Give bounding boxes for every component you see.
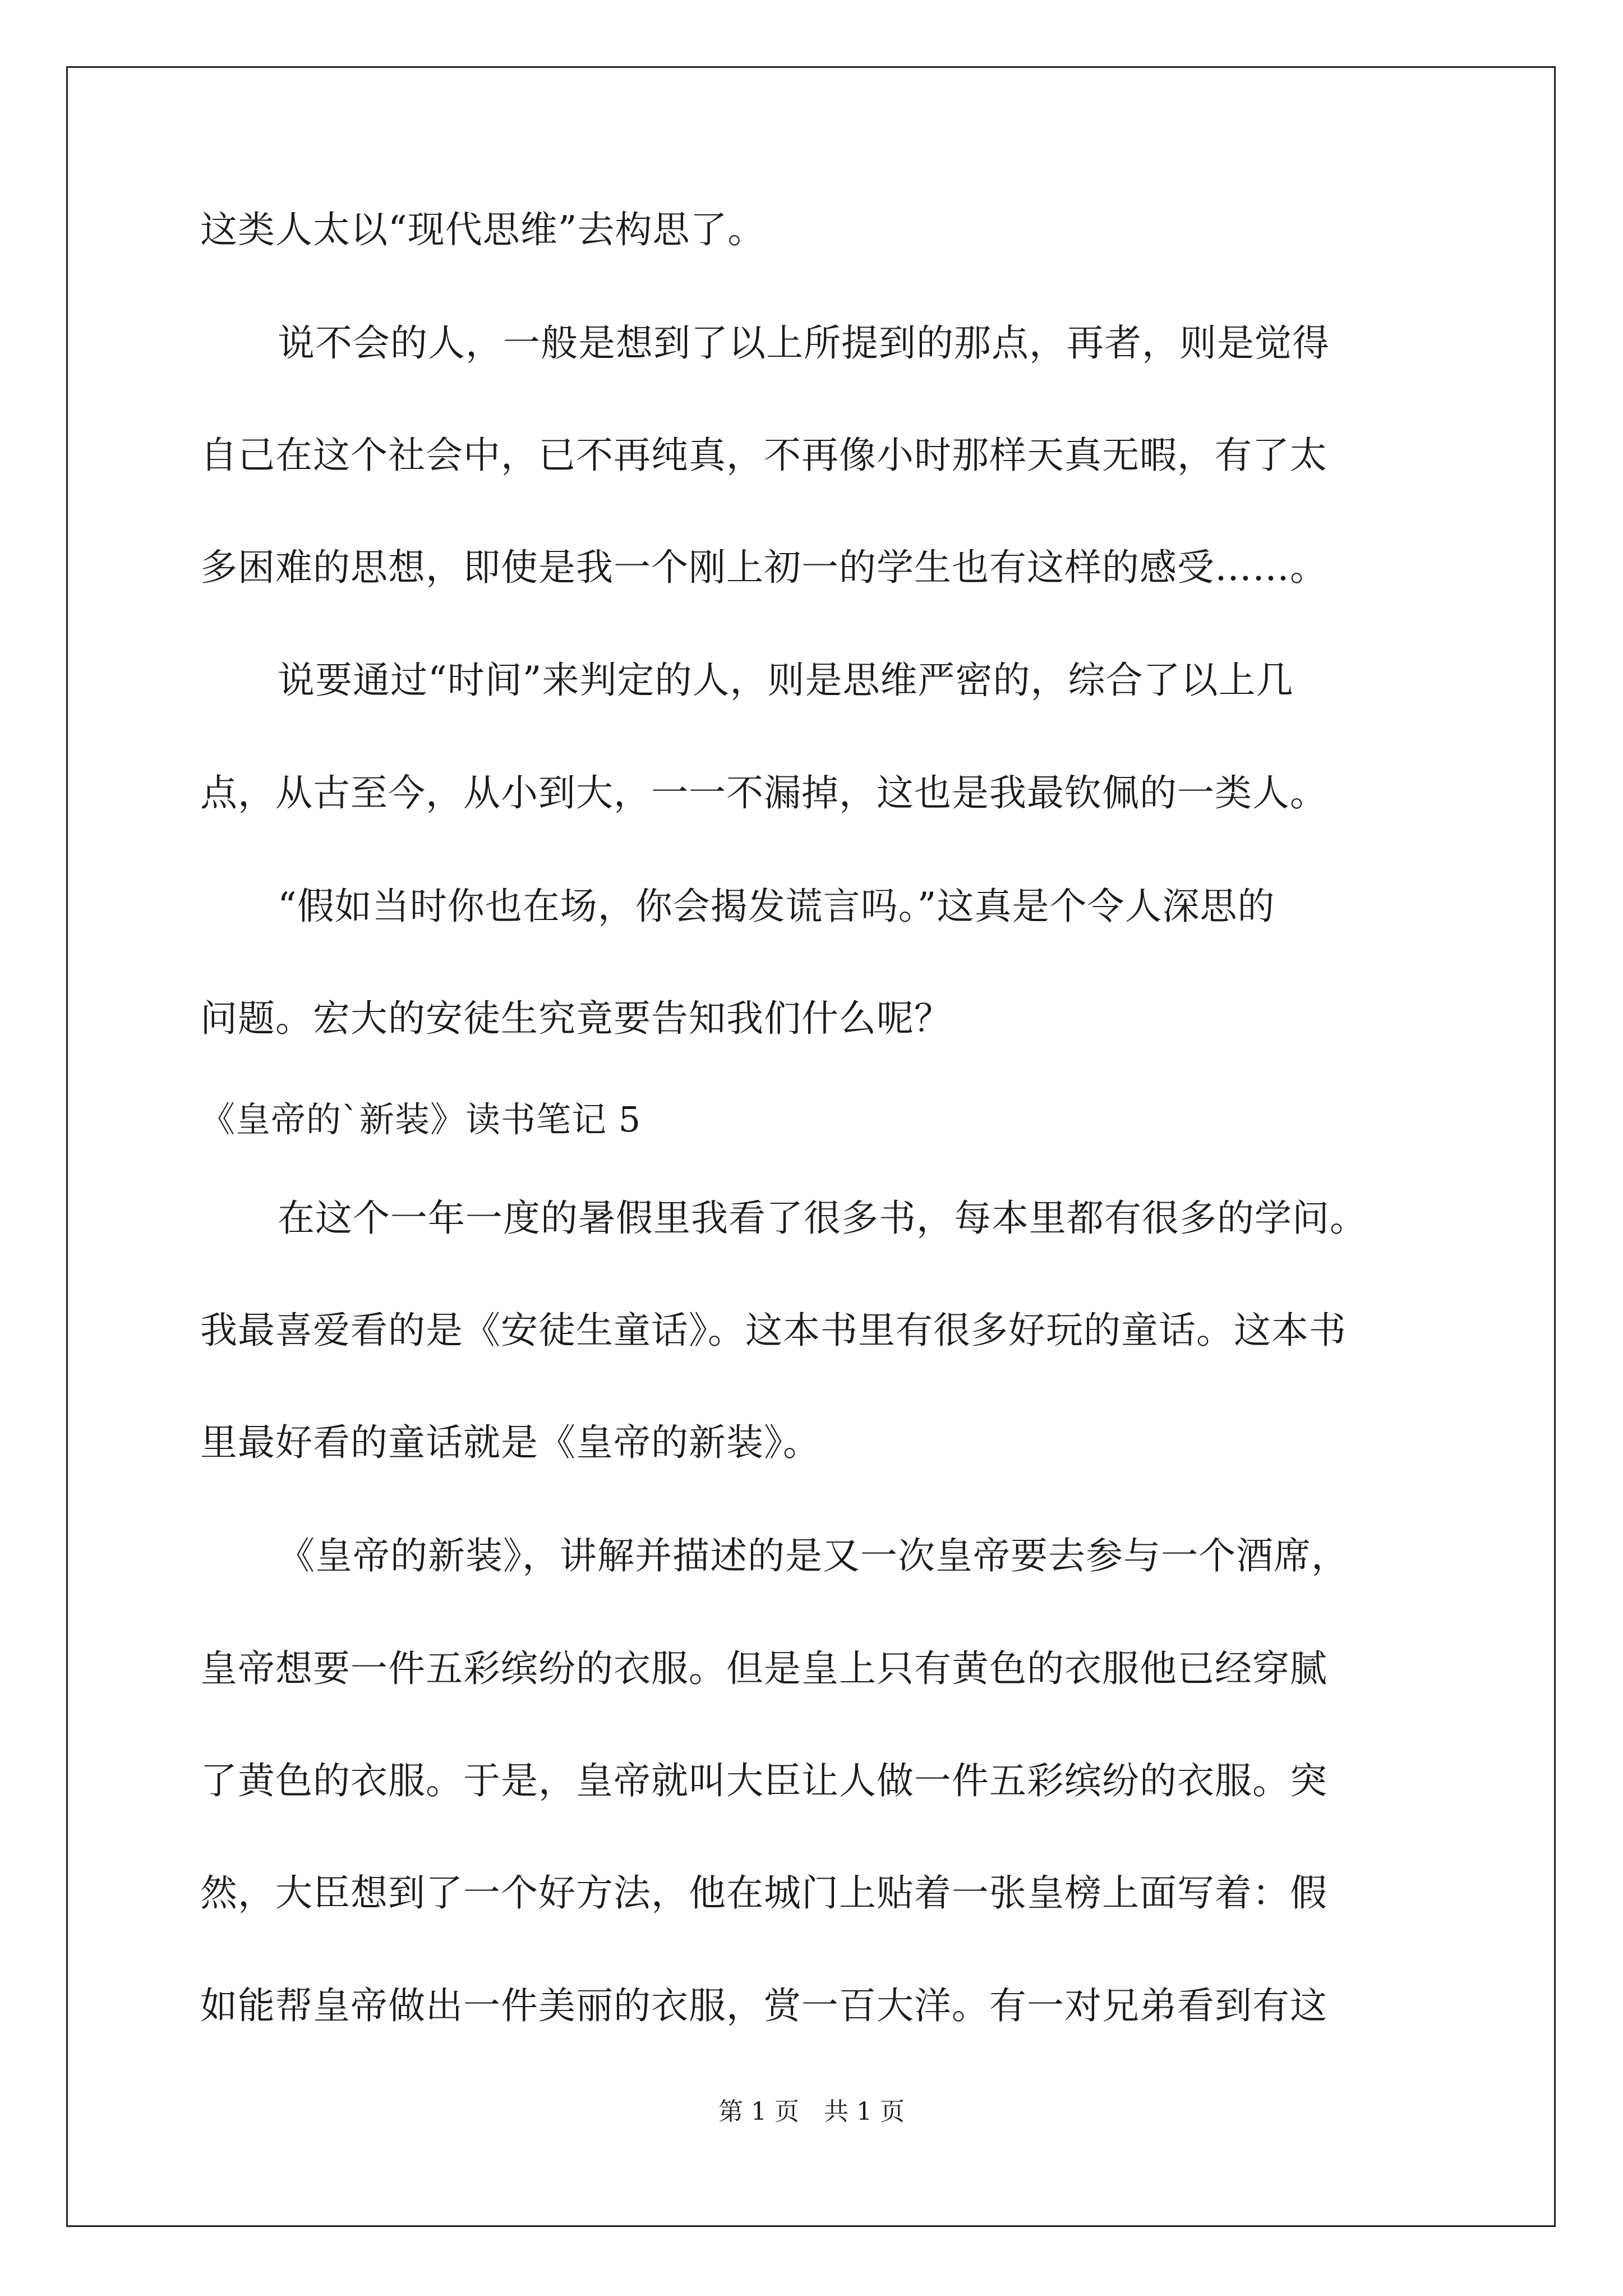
text-line: 皇帝想要一件五彩缤纷的衣服。但是皇上只有黄色的衣服他已经穿腻 <box>200 1647 1327 1690</box>
page-footer: 第 1 页 共 1 页 <box>718 2097 905 2126</box>
text-line: 说不会的人，一般是想到了以上所提到的那点，再者，则是觉得 <box>278 321 1330 365</box>
text-line: “假如当时你也在场，你会揭发谎言吗。”这真是个令人深思的 <box>278 885 1275 928</box>
text-line: 这类人太以“现代思维”去构思了。 <box>200 208 766 251</box>
text-line: 问题。宏大的安徒生究竟要告知我们什么呢？ <box>200 997 952 1040</box>
text-line: 我最喜爱看的是《安徒生童话》。这本书里有很多好玩的童话。这本书 <box>200 1309 1347 1352</box>
text-line: 说要通过“时间”来判定的人，则是思维严密的，综合了以上几 <box>278 659 1294 702</box>
text-line: 如能帮皇帝做出一件美丽的衣服，赏一百大洋。有一对兄弟看到有这 <box>200 1984 1327 2027</box>
text-line: 里最好看的童话就是《皇帝的新装》。 <box>200 1421 820 1464</box>
text-line: 《皇帝的新装》，讲解并描述的是又一次皇帝要去参与一个酒席， <box>278 1534 1349 1577</box>
text-line: 点，从古至今，从小到大，一一不漏掉，这也是我最钦佩的一类人。 <box>200 771 1327 815</box>
section-heading: 《皇帝的`新装》读书笔记 5 <box>200 1099 642 1140</box>
text-line: 了黄色的衣服。于是，皇帝就叫大臣让人做一件五彩缤纷的衣服。突 <box>200 1759 1327 1802</box>
text-line: 多困难的思想，即使是我一个刚上初一的学生也有这样的感受……。 <box>200 546 1327 589</box>
text-line: 自己在这个社会中，已不再纯真，不再像小时那样天真无暇，有了太 <box>200 434 1327 477</box>
text-line: 在这个一年一度的暑假里我看了很多书，每本里都有很多的学问。 <box>278 1197 1367 1240</box>
text-line: 然，大臣想到了一个好方法，他在城门上贴着一张皇榜上面写着：假 <box>200 1871 1327 1915</box>
